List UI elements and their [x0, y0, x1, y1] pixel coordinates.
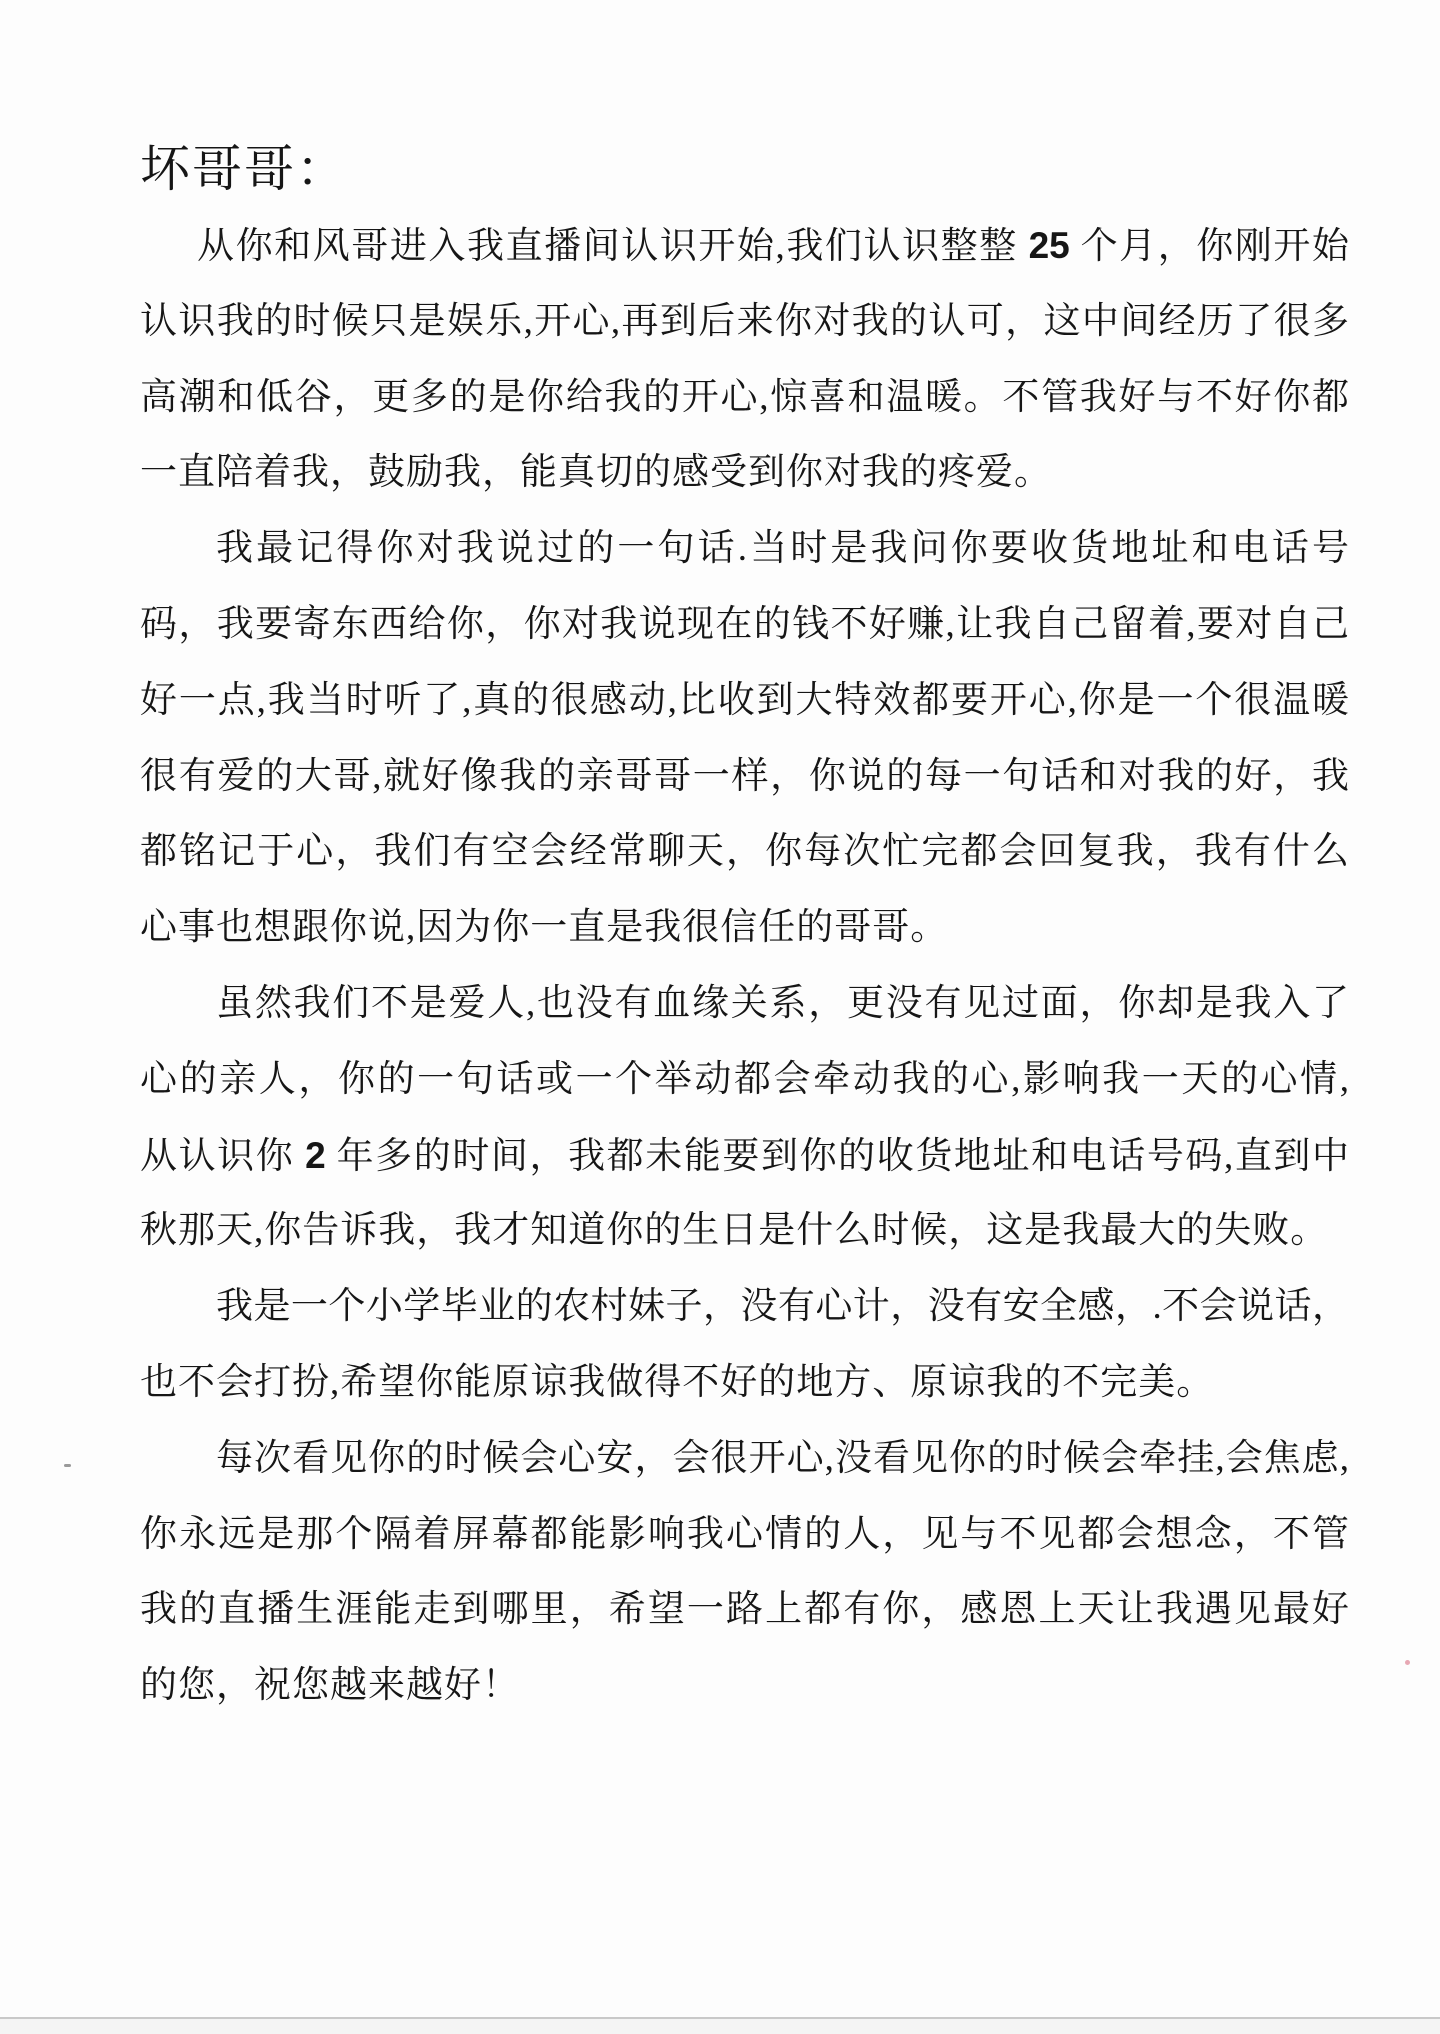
letter-line	[140, 587, 1349, 663]
letter-paragraph	[140, 966, 1349, 1269]
letter-line	[140, 1042, 1349, 1118]
line-text: 也不会打扮,希望你能原谅我做得不好的地方、原谅我的不完美。	[140, 1361, 1215, 1403]
line-text: 秋那天,你告诉我，我才知道你的生日是什么时候，这是我最大的失败。	[140, 1210, 1329, 1252]
line-text: 我是一个小学毕业的农村妹子，没有心计，没有安全感，.不会说话，	[216, 1286, 1349, 1328]
letter-paragraph	[140, 208, 1349, 511]
letter-line	[140, 360, 1349, 436]
letter-line	[140, 814, 1349, 890]
line-text: 好一点,我当时听了,真的很感动,比收到大特效都要开心,你是一个很温暖	[140, 679, 1349, 721]
letter-line	[140, 284, 1349, 360]
letter-line	[140, 890, 1349, 966]
line-text: 从认识你	[140, 1135, 306, 1177]
line-text: 很有爱的大哥,就好像我的亲哥哥一样，你说的每一句话和对我的好，我	[140, 755, 1349, 797]
scan-speck	[1405, 1660, 1410, 1665]
line-text: 的您，祝您越来越好！	[140, 1665, 520, 1707]
letter-line	[140, 1497, 1349, 1573]
letter-paragraph	[140, 511, 1349, 966]
scan-bottom-margin	[0, 2019, 1440, 2034]
letter-line	[140, 1648, 1349, 1724]
letter-line	[140, 511, 1349, 587]
line-text: 一直陪着我，鼓励我，能真切的感受到你对我的疼爱。	[140, 452, 1052, 494]
line-text: 从你和风哥进入我直播间认识开始,我们认识整整	[197, 226, 1029, 267]
line-text: 我的直播生涯能走到哪里，希望一路上都有你，感恩上天让我遇见最好	[140, 1589, 1349, 1631]
letter-line	[140, 1118, 1349, 1194]
letter-line	[140, 1345, 1349, 1421]
line-text: 我最记得你对我说过的一句话.当时是我问你要收货地址和电话号	[216, 528, 1349, 570]
letter-line	[140, 739, 1349, 815]
line-text: 高潮和低谷，更多的是你给我的开心,惊喜和温暖。不管我好与不好你都	[140, 376, 1349, 418]
letter-line	[140, 208, 1349, 284]
line-text: 每次看见你的时候会心安，会很开心,没看见你的时候会牵挂,会焦虑,	[216, 1437, 1349, 1479]
line-text: 心事也想跟你说,因为你一直是我很信任的哥哥。	[140, 907, 949, 949]
number-text: 2	[305, 1134, 326, 1176]
line-text: 认识我的时候只是娱乐,开心,再到后来你对我的认可，这中间经历了很多	[140, 300, 1349, 342]
letter-line	[140, 1421, 1349, 1497]
line-text: 心的亲人，你的一句话或一个举动都会牵动我的心,影响我一天的心情,	[140, 1058, 1349, 1100]
letter-line	[140, 966, 1349, 1042]
letter-line	[140, 1572, 1349, 1648]
letter-line	[140, 1269, 1349, 1345]
letter-line	[140, 435, 1349, 511]
number-text: 25	[1028, 225, 1070, 266]
line-text: 个月，你刚开始	[1069, 226, 1349, 267]
line-text: 你永远是那个隔着屏幕都能影响我心情的人，见与不见都会想念，不管	[140, 1513, 1349, 1555]
letter-line	[140, 1193, 1349, 1269]
letter-line	[140, 663, 1349, 739]
line-text: 虽然我们不是爱人,也没有血缘关系，更没有见过面，你却是我入了	[216, 982, 1349, 1024]
line-text: 码，我要寄东西给你，你对我说现在的钱不好赚,让我自己留着,要对自己	[140, 603, 1349, 645]
line-text: 都铭记于心，我们有空会经常聊天，你每次忙完都会回复我，我有什么	[140, 831, 1349, 873]
line-text: 年多的时间，我都未能要到你的收货地址和电话号码,直到中	[325, 1135, 1349, 1177]
letter-salutation: 坏哥哥：	[140, 141, 348, 197]
letter-paragraph	[140, 1269, 1349, 1421]
scan-speck	[64, 1464, 71, 1467]
letter-paragraph	[140, 1421, 1349, 1724]
letter-body	[140, 208, 1349, 1724]
